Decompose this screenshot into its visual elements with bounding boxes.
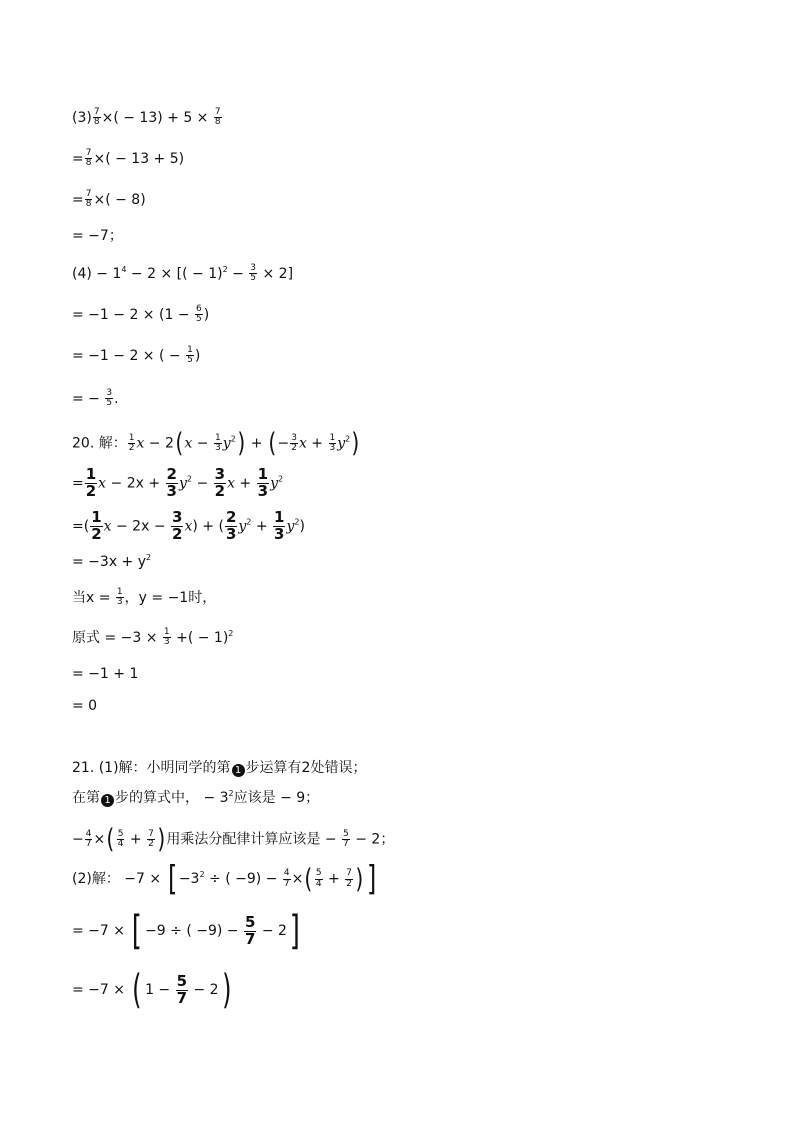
q21-line-2: 在第 1 步的算式中， − $3^2$应该是 − 9； (72, 789, 320, 806)
fraction: $\frac{4}{7}$ (85, 828, 92, 849)
fraction: $\frac{5}{7}$ (343, 828, 349, 849)
math-line-4a: $(4) - 1^4 - 2$ × [( − 1)$^2$ − $\frac{3}{5}$ × 2] (72, 263, 294, 284)
fraction: $\frac{1}{2}$ (91, 508, 102, 543)
fraction: $\frac{1}{3}$ (274, 508, 285, 543)
fraction: $\frac{1}{3}$ (163, 627, 170, 648)
circled-number: 1 (232, 764, 245, 777)
fraction: $\frac{5}{4}$ (117, 828, 124, 849)
fraction: $\frac{3}{2}$ (214, 465, 226, 500)
math-line-3a: (3) $\frac{7}{8}$ ×( − 13) + 5 × $\frac{7}{8}$ (72, 107, 221, 128)
label: (3) (72, 109, 92, 126)
math-line-3d: = −7； (72, 228, 123, 244)
fraction: $\frac{5}{4}$ (315, 868, 322, 889)
q20-line-5: 当x = $\frac{1}{3}$ ，y = −1时， (72, 587, 217, 608)
fraction: $\frac{1}{3}$ (116, 587, 123, 608)
fraction: $\frac{7}{8}$ (93, 107, 100, 128)
fraction: $\frac{1}{3}$ (329, 432, 336, 453)
q21-line-3: − $\frac{4}{7}$ ×( $\frac{5}{4}$ + $\frac{7}{2}$ )用乘法分配律计算应该是 − $\frac{5}{7}$ − 2； (72, 824, 395, 855)
math-line-3b: = $\frac{7}{8}$ ×( − 13 + 5) (72, 148, 185, 169)
fraction: $\frac{1}{5}$ (187, 345, 193, 366)
fraction: $\frac{1}{3}$ (215, 432, 221, 453)
fraction: $\frac{3}{2}$ (291, 432, 297, 453)
q21-line-6: = −7 × ( 1 − $\frac{5}{7}$ − 2) (72, 967, 232, 1013)
fraction: $\frac{2}{3}$ (225, 508, 237, 543)
question-number: 20. 解： (72, 435, 127, 452)
fraction: $\frac{3}{2}$ (172, 508, 183, 543)
fraction: $\frac{4}{7}$ (283, 868, 290, 889)
fraction: $\frac{7}{8}$ (85, 148, 92, 169)
q20-line-1: 20. 解： $\frac{1}{2}$ x − 2(x − $\frac{1}{3}$ $y^2$) + (− $\frac{3}{2}$ x + $\frac{1}{3}$ $y^2$) (72, 428, 360, 459)
fraction: $\frac{7}{8}$ (85, 189, 92, 210)
fraction: $\frac{6}{5}$ (196, 304, 202, 325)
fraction: $\frac{5}{7}$ (176, 971, 188, 1007)
fraction: $\frac{2}{3}$ (166, 465, 177, 500)
q21-line-5: = −7 × [ −9 ÷ ( −9) − $\frac{5}{7}$ − 2] (72, 908, 300, 954)
fraction: $\frac{7}{8}$ (214, 107, 221, 128)
math-line-3c: = $\frac{7}{8}$ ×( − 8) (72, 189, 146, 210)
q20-line-2: = $\frac{1}{2}$ x − 2x + $\frac{2}{3}$ $y^2$ − $\frac{3}{2}$ x + $\frac{1}{3}$ $y^2$ (72, 465, 284, 500)
fraction: $\frac{1}{2}$ (85, 465, 97, 500)
q21-line-4: (2)解： −7 × [ $-3^2$ ÷ ( −9) − $\frac{4}{7}$ ×( $\frac{5}{4}$ + $\frac{7}{2}$ )] (72, 859, 376, 899)
math-line-4c: = −1 − 2 × ( − $\frac{1}{5}$ ) (72, 345, 201, 366)
math-line-4d: = − $\frac{3}{5}$ . (72, 388, 119, 409)
fraction: $\frac{3}{5}$ (106, 388, 113, 409)
q20-line-6: 原式 = −3 × $\frac{1}{3}$ +( − 1)$^2$ (72, 627, 234, 648)
fraction: $\frac{7}{2}$ (148, 828, 154, 849)
fraction: $\frac{7}{2}$ (346, 868, 352, 889)
q20-line-3: =( $\frac{1}{2}$ x − 2x − $\frac{3}{2}$ x) + ( $\frac{2}{3}$ $y^2$ + $\frac{1}{3}$ $y^2$) (72, 508, 305, 543)
circled-number: 1 (101, 794, 114, 807)
fraction: $\frac{3}{5}$ (250, 263, 257, 284)
q20-line-8: = 0 (72, 698, 98, 714)
math-line-4b: = −1 − 2 × (1 − $\frac{6}{5}$ ) (72, 304, 210, 325)
q20-line-4: = $-3x + y^2$ (72, 553, 152, 570)
fraction: $\frac{1}{3}$ (257, 465, 269, 500)
fraction: $\frac{5}{7}$ (244, 912, 256, 948)
q21-line-1: 21. (1)解：小明同学的第 1 步运算有2处错误； (72, 760, 367, 776)
q20-line-7: = −1 + 1 (72, 666, 139, 682)
fraction: $\frac{1}{2}$ (128, 432, 135, 453)
